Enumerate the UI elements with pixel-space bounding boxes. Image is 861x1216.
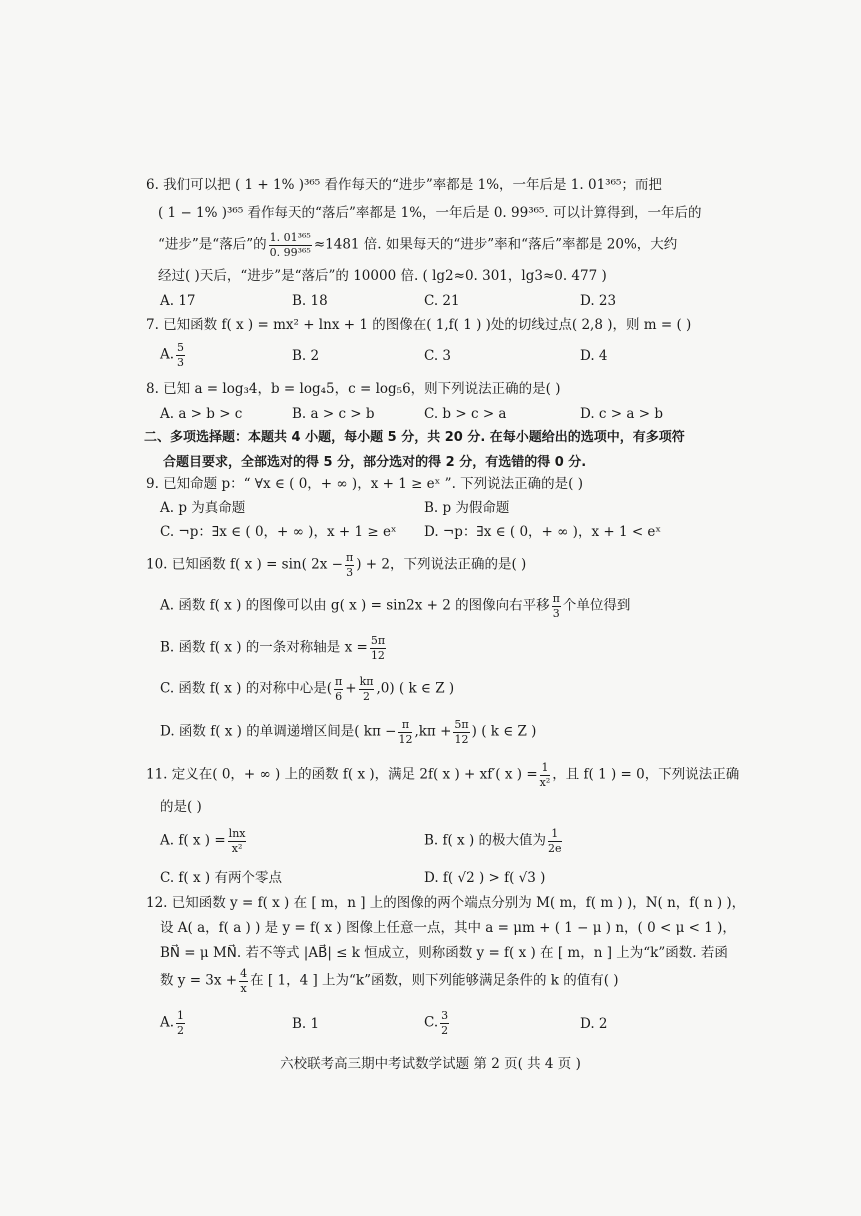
- q10-stem-pre: 10. 已知函数 f( x ) = sin( 2x −: [146, 556, 343, 573]
- q11-option-b-pre: B. f( x ) 的极大值为: [424, 832, 547, 849]
- q10-option-b: [160, 635, 388, 661]
- q10-option-c-fraction-2: [359, 676, 375, 702]
- q11-option-b-numerator: 1: [548, 828, 562, 842]
- q10-stem-post: ) + 2，下列说法正确的是( ): [356, 556, 527, 573]
- q12-line-4: [160, 968, 619, 994]
- q10-stem-numerator: π: [345, 551, 354, 564]
- q10-stem-fraction: [345, 552, 354, 578]
- page-footer: 六校联考高三期中考试数学试题 第 2 页( 共 4 页 ): [280, 1056, 581, 1072]
- q6-ratio-fraction: [269, 232, 312, 258]
- q10-option-d-pre: D. 函数 f( x ) 的单调递增区间是( kπ −: [160, 723, 397, 740]
- q11-stem-fraction: [540, 762, 551, 788]
- q10-option-a-pre: A. 函数 f( x ) 的图像可以由 g( x ) = sin2x + 2 的图像向右平移: [160, 597, 550, 614]
- q11-stem-pre: 11. 定义在( 0，+ ∞ ) 上的函数 f( x )，满足 2f( x ) + xf′( x ) =: [146, 766, 538, 783]
- q12-option-a-numerator: 1: [177, 1009, 185, 1022]
- q12-line-3: BN⃗ = μ MN⃗. 若不等式 |AB⃗| ≤ k 恒成立，则称函数 y = f( x ) 在 [ m，n ] 上为“k”函数. 若函: [160, 945, 728, 961]
- q11-stem-line-1: [146, 762, 739, 788]
- q7-option-a-denominator: 3: [177, 355, 185, 369]
- q6-line-3: [158, 232, 677, 258]
- q10-option-b-denominator: 12: [370, 648, 385, 662]
- q11-option-b-denominator: 2e: [548, 841, 562, 855]
- q10-stem: [146, 552, 526, 578]
- q11-option-a-fraction: [228, 828, 247, 854]
- q12-option-b: B. 1: [292, 1016, 320, 1032]
- q11-option-b-fraction: [548, 828, 562, 854]
- q10-option-d: [160, 719, 536, 745]
- q10-option-d-numerator-1: π: [398, 719, 412, 733]
- q12-option-c: [424, 1010, 451, 1036]
- q12-line-4-fraction: [239, 968, 248, 994]
- q12-option-a: [160, 1010, 187, 1036]
- q6-line-1: 6. 我们可以把 ( 1 + 1% )³⁶⁵ 看作每天的“进步”率都是 1%，一年后是 1. 01³⁶⁵；而把: [146, 177, 662, 193]
- q10-option-d-numerator-2: 5π: [454, 718, 469, 731]
- section-2-heading-line-1: 二、多项选择题：本题共 4 小题，每小题 5 分，共 20 分. 在每小题给出的选项中，有多项符: [144, 430, 685, 445]
- q10-option-b-fraction: [370, 635, 386, 661]
- q12-option-c-numerator: 3: [441, 1009, 449, 1022]
- q7-stem: 7. 已知函数 f( x ) = mx² + lnx + 1 的图像在( 1,f( 1 ) )处的切线过点( 2,8 )，则 m = ( ): [146, 317, 692, 333]
- q8-option-d: D. c > a > b: [580, 406, 663, 422]
- q6-line-3-pre: “进步”是“落后”的: [158, 236, 267, 253]
- q12-line-4-pre: 数 y = 3x +: [160, 972, 238, 989]
- q11-option-c: C. f( x ) 有两个零点: [160, 870, 282, 886]
- q9-option-a: A. p 为真命题: [160, 500, 246, 516]
- q10-stem-denominator: 3: [346, 565, 354, 579]
- q10-option-c-post: ,0) ( k ∈ Z ): [376, 680, 455, 697]
- q10-option-b-pre: B. 函数 f( x ) 的一条对称轴是 x =: [160, 639, 368, 656]
- q12-line-2: 设 A( a，f( a ) ) 是 y = f( x ) 图像上任意一点，其中 a = μm + ( 1 − μ ) n，( 0 < μ < 1 )，: [160, 920, 736, 936]
- q11-option-a-pre: A. f( x ) =: [160, 832, 226, 849]
- q11-option-a-numerator: lnx: [228, 827, 246, 840]
- q11-stem-post: ，且 f( 1 ) = 0，下列说法正确: [552, 766, 740, 783]
- q11-stem-line-2: 的是( ): [160, 799, 202, 815]
- q7-option-a-label: A.: [160, 346, 175, 363]
- q12-line-1: 12. 已知函数 y = f( x ) 在 [ m，n ] 上的图像的两个端点分别为 M( m，f( m ) )，N( n，f( n ) )，: [146, 895, 746, 911]
- q12-option-a-fraction: [176, 1010, 185, 1036]
- q12-option-a-denominator: 2: [177, 1023, 185, 1037]
- q10-option-d-denominator-1: 12: [398, 732, 413, 746]
- q11-option-a: [160, 828, 248, 854]
- q12-option-c-denominator: 2: [441, 1023, 449, 1037]
- q8-stem: 8. 已知 a = log₃4，b = log₄5，c = log₅6，则下列说法正确的是( ): [146, 381, 561, 397]
- q9-stem: 9. 已知命题 p：“ ∀x ∈ ( 0，+ ∞ )，x + 1 ≥ eˣ ”. 下列说法正确的是( ): [146, 476, 583, 492]
- q11-option-a-denominator: x²: [231, 841, 243, 855]
- q12-option-d: D. 2: [580, 1016, 608, 1032]
- section-2-heading-line-2: 合题目要求，全部选对的得 5 分，部分选对的得 2 分，有选错的得 0 分.: [163, 455, 587, 470]
- q11-stem-denominator: x²: [539, 775, 551, 789]
- q6-option-d: D. 23: [580, 293, 617, 309]
- q12-option-c-fraction: [440, 1010, 449, 1036]
- q9-option-c: C. ¬p：∃x ∈ ( 0，+ ∞ )，x + 1 ≥ eˣ: [160, 524, 397, 540]
- q10-option-d-denominator-2: 12: [454, 732, 469, 746]
- q7-option-a-numerator: 5: [177, 341, 185, 354]
- q6-ratio-denominator: 0. 99³⁶⁵: [269, 245, 311, 259]
- q10-option-b-numerator: 5π: [370, 634, 386, 647]
- q6-ratio-numerator: 1. 01³⁶⁵: [269, 231, 311, 244]
- q12-line-4-numerator: 4: [240, 967, 248, 980]
- q6-line-3-post: ≈1481 倍. 如果每天的“进步”率和“落后”率都是 20%，大约: [313, 236, 678, 253]
- q9-option-b: B. p 为假命题: [424, 500, 510, 516]
- q6-option-b: B. 18: [292, 293, 328, 309]
- q7-option-a-fraction: [176, 342, 185, 368]
- q10-option-d-mid: ,kπ +: [414, 723, 452, 740]
- q8-option-a: A. a > b > c: [160, 406, 243, 422]
- q10-option-c: [160, 676, 454, 702]
- q8-option-c: C. b > c > a: [424, 406, 507, 422]
- q7-option-d: D. 4: [580, 348, 608, 364]
- q10-option-a: [160, 593, 630, 619]
- q10-option-c-numerator-2: kπ: [359, 675, 374, 688]
- q10-option-c-numerator-1: π: [335, 675, 343, 688]
- q7-option-a: [160, 342, 187, 368]
- q6-option-a: A. 17: [160, 293, 196, 309]
- q7-option-b: B. 2: [292, 348, 320, 364]
- q11-option-b: [424, 828, 564, 854]
- q9-option-d: D. ¬p：∃x ∈ ( 0，+ ∞ )，x + 1 < eˣ: [424, 524, 662, 540]
- q12-line-4-post: 在 [ 1，4 ] 上为“k”函数，则下列能够满足条件的 k 的值有( ): [250, 972, 619, 989]
- q6-line-4: 经过( )天后，“进步”是“落后”的 10000 倍. ( lg2≈0. 301，lg3≈0. 477 ): [158, 268, 607, 284]
- q10-option-c-fraction-1: [334, 676, 343, 702]
- q11-option-d: D. f( √2 ) > f( √3 ): [424, 870, 546, 886]
- q10-option-a-post: 个单位得到: [562, 597, 631, 614]
- q10-option-c-denominator-1: 6: [335, 689, 343, 703]
- q10-option-a-fraction: [552, 593, 561, 619]
- q6-option-c: C. 21: [424, 293, 460, 309]
- q12-option-a-label: A.: [160, 1014, 175, 1031]
- q10-option-a-denominator: 3: [552, 606, 560, 620]
- q12-line-4-denominator: x: [240, 981, 247, 995]
- q7-option-c: C. 3: [424, 348, 452, 364]
- q10-option-d-fraction-2: [453, 719, 469, 745]
- q10-option-d-fraction-1: [398, 719, 412, 745]
- q10-option-d-post: ) ( k ∈ Z ): [471, 723, 537, 740]
- q12-option-c-label: C.: [424, 1014, 439, 1031]
- q10-option-c-denominator-2: 2: [363, 689, 371, 703]
- q10-option-a-numerator: π: [552, 592, 560, 605]
- q11-stem-numerator: 1: [541, 761, 549, 774]
- q10-option-c-pre: C. 函数 f( x ) 的对称中心是(: [160, 680, 333, 697]
- q8-option-b: B. a > c > b: [292, 406, 375, 422]
- q6-line-2: ( 1 − 1% )³⁶⁵ 看作每天的“落后”率都是 1%，一年后是 0. 99³⁶⁵. 可以计算得到，一年后的: [158, 205, 702, 221]
- q10-option-c-mid: +: [345, 680, 357, 697]
